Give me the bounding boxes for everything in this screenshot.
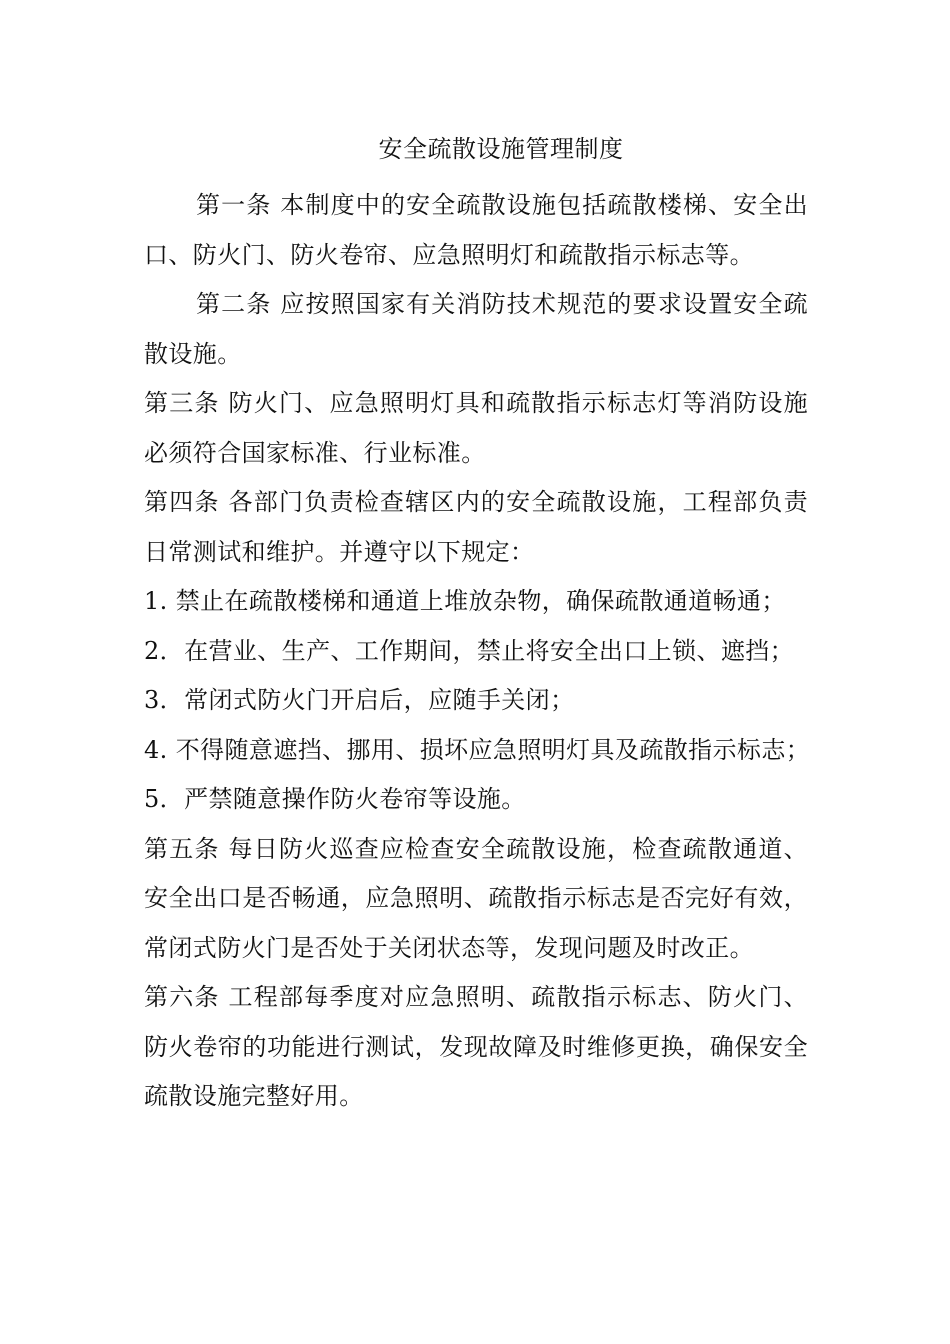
article-1: 第一条 本制度中的安全疏散设施包括疏散楼梯、安全出口、防火门、防火卷帘、应急照明灯和疏散指示标志等。 [144, 191, 808, 269]
article-6: 第六条 工程部每季度对应急照明、疏散指示标志、防火门、防火卷帘的功能进行测试，发现故障及时维修更换，确保安全疏散设施完整好用。 [144, 983, 808, 1110]
rule-item-1: 1. 禁止在疏散楼梯和通道上堆放杂物，确保疏散通道畅通； [144, 587, 786, 615]
article-2: 第二条 应按照国家有关消防技术规范的要求设置安全疏散设施。 [144, 290, 808, 368]
rule-item-5: 5．严禁随意操作防火卷帘等设施。 [144, 785, 526, 813]
article-3: 第三条 防火门、应急照明灯具和疏散指示标志灯等消防设施必须符合国家标准、行业标准。 [144, 389, 808, 467]
document-body [144, 181, 811, 1122]
article-4: 第四条 各部门负责检查辖区内的安全疏散设施，工程部负责日常测试和维护。并遵守以下规定： [144, 488, 808, 566]
article-5: 第五条 每日防火巡查应检查安全疏散设施，检查疏散通道、安全出口是否畅通，应急照明、疏散指示标志是否完好有效，常闭式防火门是否处于关闭状态等，发现问题及时改正。 [144, 834, 808, 962]
rule-item-2: 2．在营业、生产、工作期间，禁止将安全出口上锁、遮挡； [144, 636, 795, 665]
document-title: 安全疏散设施管理制度 [378, 135, 624, 163]
rule-item-3: 3．常闭式防火门开启后，应随手关闭； [144, 686, 575, 714]
rule-item-4: 4. 不得随意遮挡、挪用、损坏应急照明灯具及疏散指示标志； [144, 735, 811, 764]
